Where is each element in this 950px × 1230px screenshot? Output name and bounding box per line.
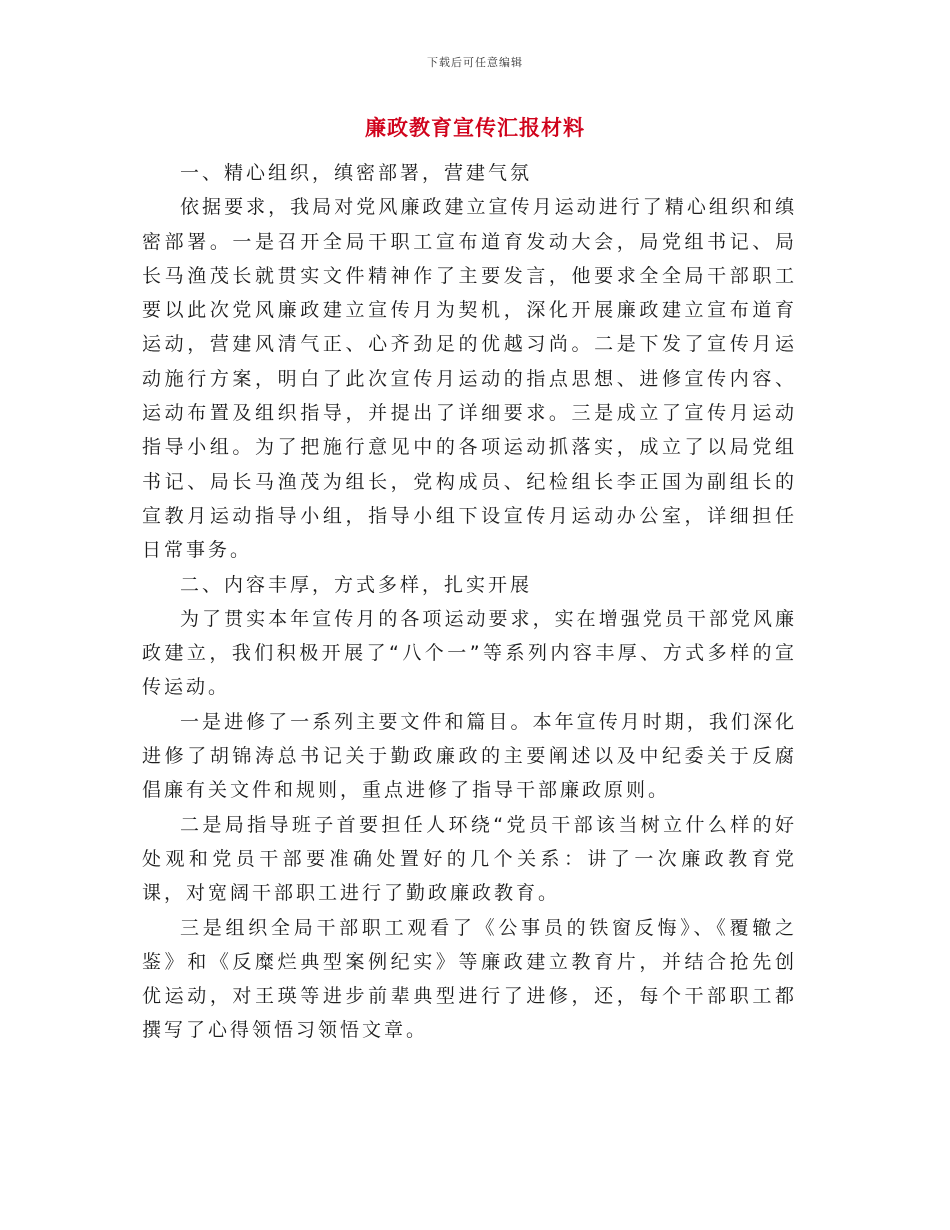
paragraph: 二是局指导班子首要担任人环绕“党员干部该当树立什么样的好处观和党员干部要准确处置好的几个关系：讲了一次廉政教育党课，对宽阔干部职工进行了勤政廉政教育。 bbox=[142, 813, 797, 905]
document-title: 廉政教育宣传汇报材料 bbox=[365, 116, 585, 140]
section-heading-1: 一、精心组织，缜密部署，营建气氛 bbox=[180, 162, 533, 184]
paragraph: 三是组织全局干部职工观看了《公事员的铁窗反悔》、《覆辙之鉴》和《反糜烂典型案例纪实》等廉政建立教育片，并结合抢先创优运动，对王瑛等进步前辈典型进行了进修，还，每个干部职工都撰写了心得领悟习领悟文章。 bbox=[142, 916, 797, 1042]
document-body bbox=[142, 156, 797, 1048]
paragraph: 一是进修了一系列主要文件和篇目。本年宣传月时期，我们深化进修了胡锦涛总书记关于勤政廉政的主要阐述以及中纪委关于反腐倡廉有关文件和规则，重点进修了指导干部廉政原则。 bbox=[142, 710, 797, 802]
section-heading-2: 二、内容丰厚，方式多样，扎实开展 bbox=[180, 573, 533, 596]
paragraph: 为了贯实本年宣传月的各项运动要求，实在增强党员干部党风廉政建立，我们积极开展了“八个一”等系列内容丰厚、方式多样的宣传运动。 bbox=[142, 607, 797, 699]
page-header-note: 下载后可任意编辑 bbox=[427, 56, 523, 69]
paragraph: 依据要求，我局对党风廉政建立宣传月运动进行了精心组织和缜密部署。一是召开全局干职工宣布道育发动大会，局党组书记、局长马渔茂长就贯实文件精神作了主要发言，他要求全全局干部职工要以此次党风廉政建立宣传月为契机，深化开展廉政建立宣布道育运动，营建风清气正、心齐劲足的优越习尚。二是下发了宣传月运动施行方案，明白了此次宣传月运动的指点思想、进修宣传内容、运动布置及组织指导，并提出了详细要求。三是成立了宣传月运动指导小组。为了把施行意见中的各项运动抓落实，成立了以局党组书记、局长马渔茂为组长，党构成员、纪检组长李正国为副组长的宣教月运动指导小组，指导小组下设宣传月运动办公室，详细担任日常事务。 bbox=[142, 196, 797, 562]
